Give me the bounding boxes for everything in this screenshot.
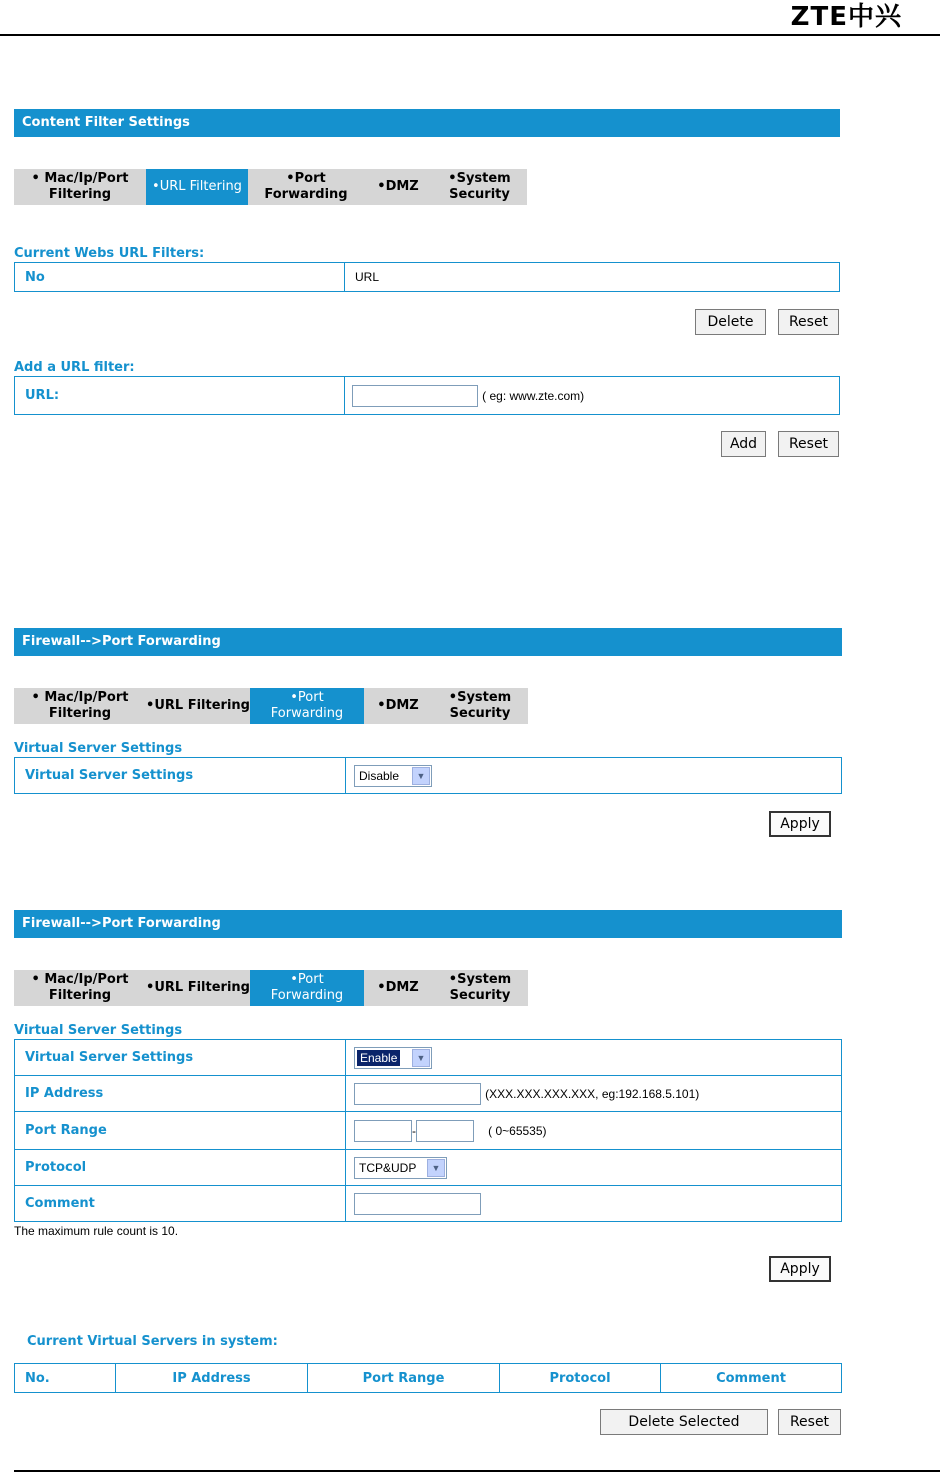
col-url: URL [345, 263, 840, 292]
chevron-down-icon: ▼ [427, 1159, 445, 1177]
tab-url-filtering[interactable]: •URL Filtering [146, 698, 250, 713]
reset-button[interactable]: Reset [778, 309, 839, 335]
tab-port-forwarding[interactable]: •Port Forwarding [250, 970, 364, 1006]
chevron-down-icon: ▼ [412, 1049, 430, 1067]
tab-system-security[interactable]: •System Security [448, 171, 511, 202]
virtual-server-label: Virtual Server Settings [15, 1040, 346, 1076]
virtual-server-select[interactable]: Enable ▼ [354, 1047, 432, 1069]
add-url-table [14, 376, 840, 415]
tab-dmz[interactable]: •DMZ [377, 980, 419, 995]
reset-add-button[interactable]: Reset [778, 431, 839, 457]
protocol-select[interactable]: TCP&UDP ▼ [354, 1157, 447, 1179]
url-hint: ( eg: www.zte.com) [482, 388, 585, 403]
reset-servers-button[interactable]: Reset [778, 1409, 841, 1435]
header-divider [0, 34, 940, 36]
virtual-server-settings-title-2: Virtual Server Settings [14, 1023, 183, 1038]
col-no: No. [15, 1364, 116, 1393]
firewall-tabs-2 [14, 688, 528, 724]
col-protocol: Protocol [500, 1364, 661, 1393]
content-filter-title-bar: Content Filter Settings [14, 109, 840, 137]
tab-port-forwarding[interactable]: •Port Forwarding [264, 171, 348, 202]
virtual-server-select[interactable]: Disable ▼ [354, 765, 432, 787]
port-range-dash: - [412, 1123, 416, 1138]
tab-mac-ip-port-filtering[interactable]: • Mac/Ip/Port Filtering [31, 690, 129, 721]
virtual-server-label: Virtual Server Settings [15, 758, 346, 794]
url-input[interactable] [352, 385, 478, 407]
tab-port-forwarding[interactable]: •Port Forwarding [250, 688, 364, 724]
virtual-server-table-1 [14, 757, 842, 794]
col-port-range: Port Range [308, 1364, 500, 1393]
virtual-server-form-table [14, 1039, 842, 1222]
protocol-label: Protocol [15, 1150, 346, 1186]
url-filters-table [14, 262, 840, 292]
col-ip-address: IP Address [116, 1364, 308, 1393]
apply-button-2[interactable]: Apply [769, 1256, 831, 1282]
max-rule-note: The maximum rule count is 10. [14, 1224, 179, 1238]
col-comment: Comment [661, 1364, 842, 1393]
tab-dmz[interactable]: •DMZ [377, 698, 419, 713]
zte-logo: ZTE中兴 [790, 2, 902, 32]
tab-system-security[interactable]: •System Security [448, 972, 512, 1003]
port-range-label: Port Range [15, 1112, 346, 1150]
delete-selected-button[interactable]: Delete Selected [600, 1409, 768, 1435]
current-url-filters-title: Current Webs URL Filters: [14, 246, 205, 261]
tab-url-filtering[interactable]: •URL Filtering [146, 980, 250, 995]
virtual-server-settings-title: Virtual Server Settings [14, 741, 183, 756]
tab-url-filtering[interactable]: •URL Filtering [146, 169, 248, 205]
firewall-tabs-3 [14, 970, 528, 1006]
tab-dmz[interactable]: •DMZ [377, 179, 419, 194]
ip-address-label: IP Address [15, 1076, 346, 1112]
virtual-servers-table [14, 1363, 842, 1393]
delete-button[interactable]: Delete [695, 309, 766, 335]
add-url-filter-title: Add a URL filter: [14, 360, 135, 375]
tab-system-security[interactable]: •System Security [448, 690, 512, 721]
current-virtual-servers-title: Current Virtual Servers in system: [27, 1334, 278, 1349]
add-button[interactable]: Add [721, 431, 766, 457]
port-range-hint: ( 0~65535) [488, 1123, 547, 1138]
apply-button-1[interactable]: Apply [769, 811, 831, 837]
ip-address-input[interactable] [354, 1083, 481, 1105]
footer-divider [14, 1470, 940, 1472]
chevron-down-icon: ▼ [412, 767, 430, 785]
ip-address-hint: (XXX.XXX.XXX.XXX, eg:192.168.5.101) [485, 1086, 700, 1101]
firewall-tabs-1 [14, 169, 527, 205]
tab-mac-ip-port-filtering[interactable]: • Mac/Ip/Port Filtering [31, 972, 129, 1003]
port-forwarding-title-bar-1: Firewall-->Port Forwarding [14, 628, 842, 656]
url-label: URL: [15, 377, 345, 415]
port-range-start-input[interactable] [354, 1120, 412, 1142]
port-range-end-input[interactable] [416, 1120, 474, 1142]
comment-label: Comment [15, 1186, 346, 1222]
port-forwarding-title-bar-2: Firewall-->Port Forwarding [14, 910, 842, 938]
col-no: No [15, 263, 345, 292]
tab-mac-ip-port-filtering[interactable]: • Mac/Ip/Port Filtering [31, 171, 129, 202]
comment-input[interactable] [354, 1193, 481, 1215]
